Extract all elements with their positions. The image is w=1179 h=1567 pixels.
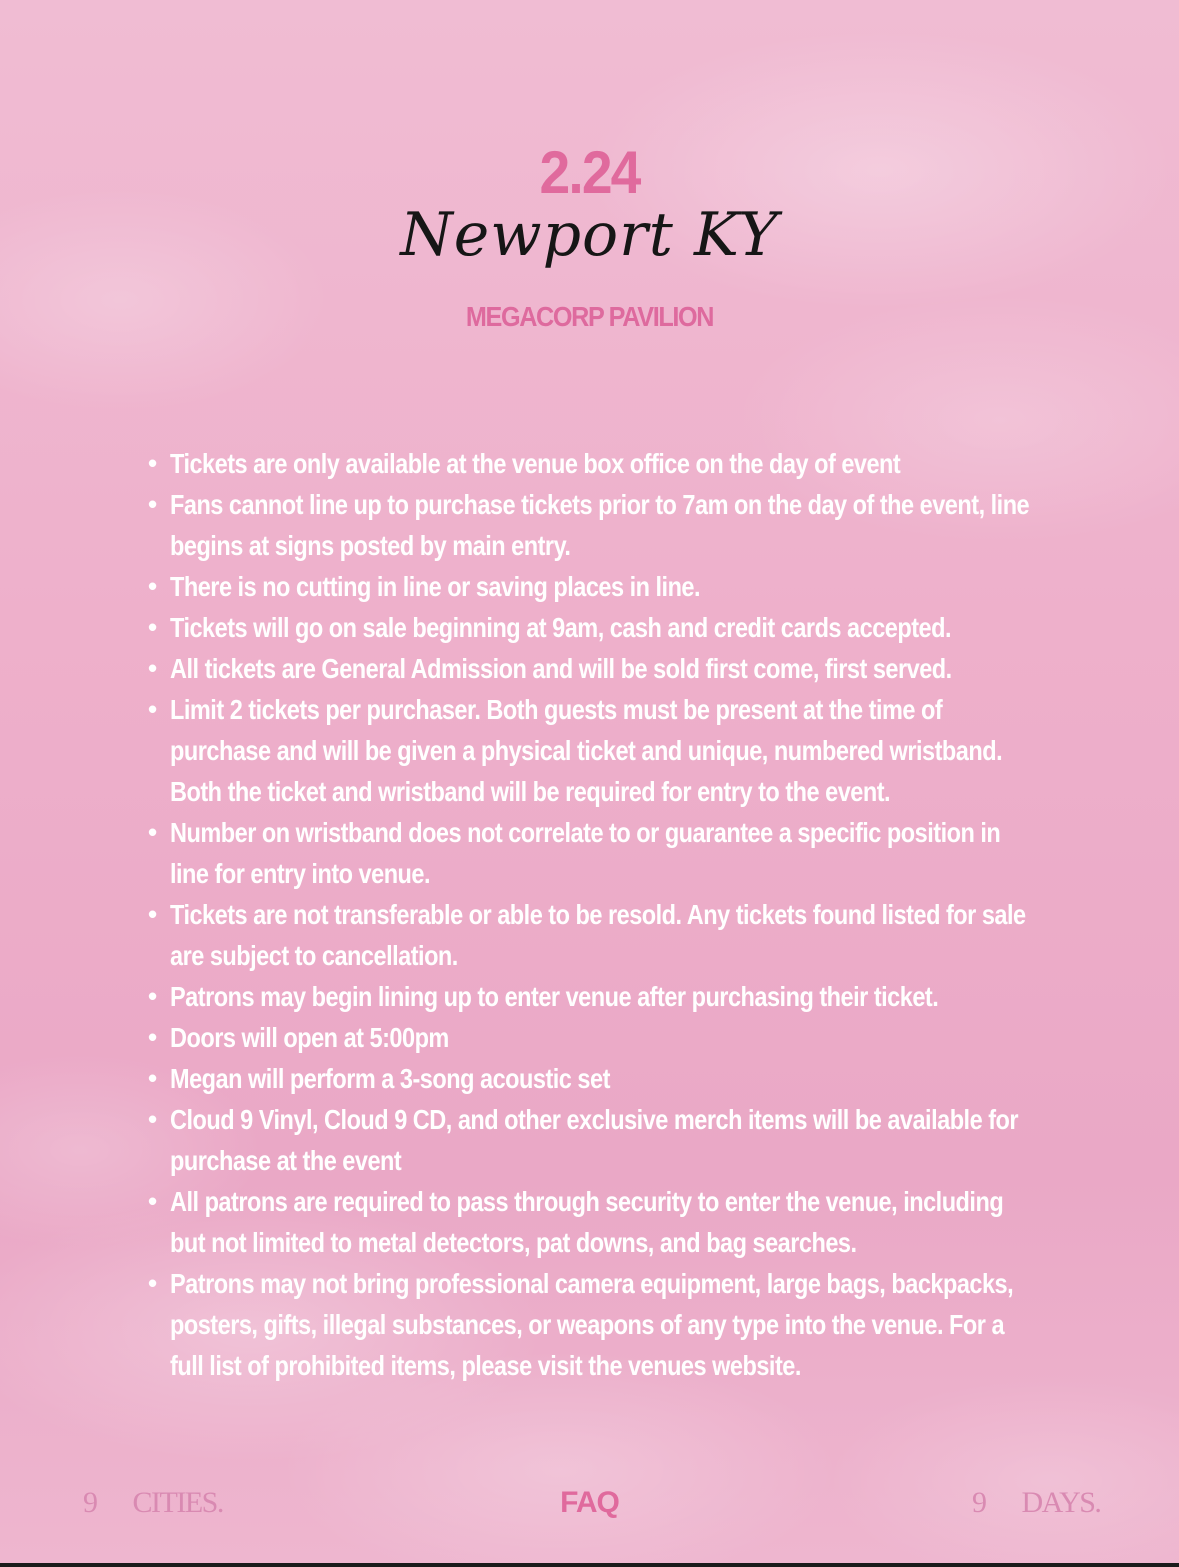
rules-list [145,443,1075,1386]
footer-cities-word: CITIES. [132,1486,223,1519]
bullet-icon: • [148,899,157,929]
rule-line: Doors will open at 5:00pm [170,1022,449,1053]
bullet-icon: • [148,612,157,642]
rule-item [145,1263,1075,1386]
rule-line: Patrons may not bring professional camera equipment, large bags, backpacks, [170,1268,1014,1299]
bullet-icon: • [148,448,157,478]
rule-line: purchase and will be given a physical ticket and unique, numbered wristband. [170,735,1003,766]
bullet-icon: • [148,571,157,601]
rule-item [145,976,1075,1017]
rule-line: Limit 2 tickets per purchaser. Both guests must be present at the time of [170,694,943,725]
rule-line: Megan will perform a 3-song acoustic set [170,1063,610,1094]
rule-line: full list of prohibited items, please visit the venues website. [170,1350,801,1381]
rule-item [145,1017,1075,1058]
bullet-icon: • [148,817,157,847]
rule-item [145,566,1075,607]
rule-line: There is no cutting in line or saving places in line. [170,571,701,602]
footer-cities-number: 9 [83,1486,97,1519]
rule-line: Number on wristband does not correlate to or guarantee a specific position in [170,817,1001,848]
bullet-icon: • [148,1022,157,1052]
rule-line: Tickets will go on sale beginning at 9am, cash and credit cards accepted. [170,612,952,643]
event-date: 2.24 [539,139,640,206]
rule-line: but not limited to metal detectors, pat downs, and bag searches. [170,1227,857,1258]
footer-days [972,1486,1100,1520]
rule-line: Tickets are only available at the venue box office on the day of event [170,448,901,479]
bullet-icon: • [148,981,157,1011]
rule-line: begins at signs posted by main entry. [170,530,571,561]
rule-item [145,1058,1075,1099]
footer-faq-title: FAQ [560,1486,619,1519]
rule-line: purchase at the event [170,1145,402,1176]
rule-item [145,812,1075,894]
bullet-icon: • [148,1063,157,1093]
rule-item [145,607,1075,648]
bullet-icon: • [148,489,157,519]
rule-item [145,1181,1075,1263]
bottom-edge [0,1563,1179,1567]
rule-line: are subject to cancellation. [170,940,458,971]
bullet-icon: • [148,1104,157,1134]
rule-item [145,1099,1075,1181]
rule-item [145,689,1075,812]
footer-days-word: DAYS. [1021,1486,1101,1519]
event-venue: MEGACORP PAVILION [465,301,714,332]
rule-line: Tickets are not transferable or able to be resold. Any tickets found listed for sale [170,899,1026,930]
rule-line: posters, gifts, illegal substances, or weapons of any type into the venue. For a [170,1309,1005,1340]
rule-line: All patrons are required to pass through security to enter the venue, including [170,1186,1004,1217]
bullet-icon: • [148,1268,157,1298]
rule-line: Both the ticket and wristband will be required for entry to the event. [170,776,891,807]
rule-item [145,484,1075,566]
bullet-icon: • [148,1186,157,1216]
rule-item [145,648,1075,689]
rule-line: All tickets are General Admission and will be sold first come, first served. [170,653,952,684]
event-city: Newport KY [400,200,779,270]
rule-line: Cloud 9 Vinyl, Cloud 9 CD, and other exclusive merch items will be available for [170,1104,1019,1135]
rule-line: line for entry into venue. [170,858,431,889]
bullet-icon: • [148,694,157,724]
bullet-icon: • [148,653,157,683]
rule-line: Fans cannot line up to purchase tickets prior to 7am on the day of the event, line [170,489,1030,520]
rule-item [145,894,1075,976]
rule-item [145,443,1075,484]
footer-days-number: 9 [972,1486,986,1519]
rule-line: Patrons may begin lining up to enter venue after purchasing their ticket. [170,981,939,1012]
